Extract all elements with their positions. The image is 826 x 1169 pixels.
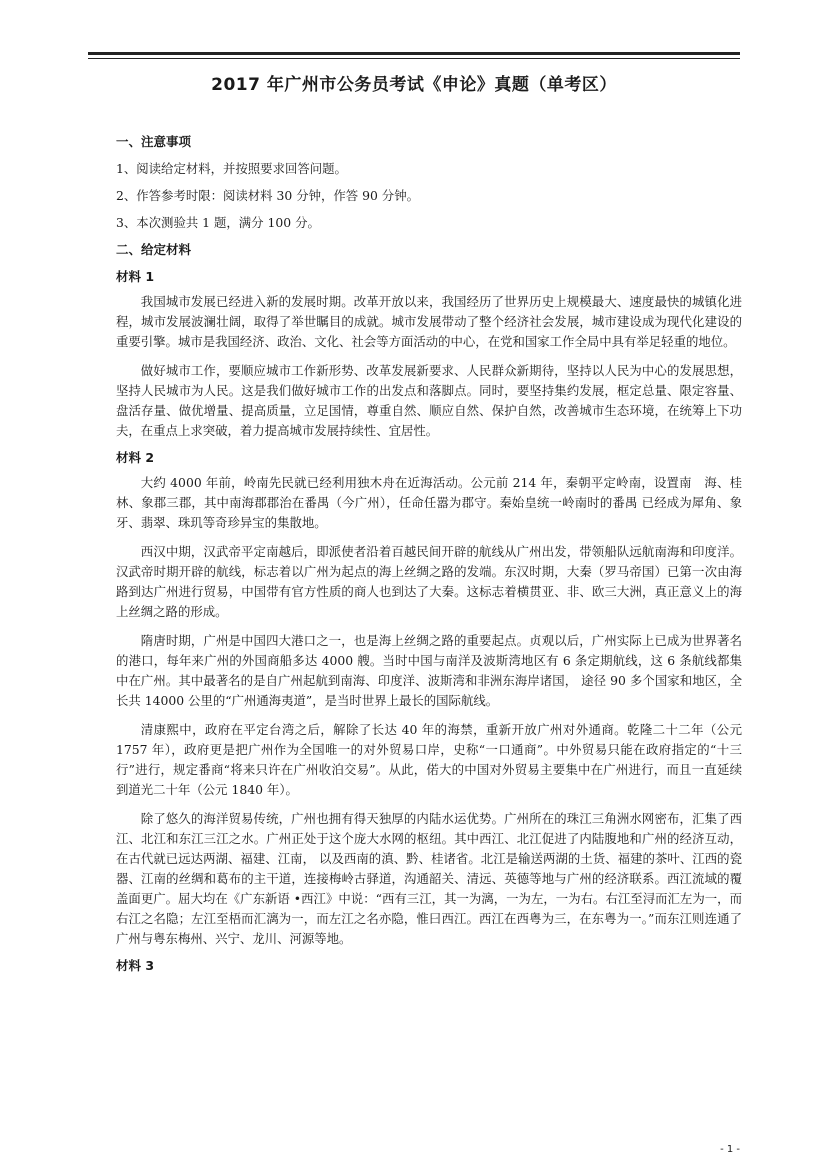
material-1-label: 材料 1 [116, 269, 155, 284]
page-number: - 1 - [720, 1144, 740, 1155]
document-body [116, 134, 742, 981]
paragraph: 我国城市发展已经进入新的发展时期。改革开放以来，我国经历了世界历史上规模最大、速度最快的城镇化进程，城市发展波澜壮阔，取得了举世瞩目的成就。城市发展带动了整个经济社会发展，城市建设成为现代化建设的重要引擎。城市是我国经济、政治、文化、社会等方面活动的中心，在党和国家工作全局中具有举足轻重的地位。 [116, 294, 742, 349]
paragraph: 大约 4000 年前，岭南先民就已经利用独木舟在近海活动。公元前 214 年，秦朝平定岭南，设置南 海、桂林、象郡三郡，其中南海郡郡治在番禺（今广州），任命任嚣为郡守。秦始皇统一岭南时的番禺 已经成为犀角、象牙、翡翠、珠玑等奇珍异宝的集散地。 [116, 475, 742, 530]
header-rule-thin [88, 58, 740, 59]
paragraph: 做好城市工作，要顺应城市工作新形势、改革发展新要求、人民群众新期待，坚持以人民为中心的发展思想，坚持人民城市为人民。这是我们做好城市工作的出发点和落脚点。同时，要坚持集约发展，框定总量、限定容量、盘活存量、做优增量、提高质量，立足国情，尊重自然、顺应自然、保护自然，改善城市生态环境，在统筹上下功夫，在重点上求突破，着力提高城市发展持续性、宜居性。 [116, 363, 742, 438]
header-rule-thick [88, 52, 740, 55]
document-title: 2017 年广州市公务员考试《申论》真题（单考区） [211, 75, 617, 95]
materials-heading: 二、给定材料 [116, 242, 192, 257]
material-3-label: 材料 3 [116, 958, 155, 973]
note-item: 1、阅读给定材料，并按照要求回答问题。 [116, 161, 347, 176]
note-item: 2、作答参考时限：阅读材料 30 分钟，作答 90 分钟。 [116, 188, 419, 203]
paragraph: 清康熙中，政府在平定台湾之后，解除了长达 40 年的海禁，重新开放广州对外通商。乾隆二十二年（公元 1757 年），政府更是把广州作为全国唯一的对外贸易口岸，史称“一口通商”。中外贸易只能在政府指定的“十三行”进行，规定番商“将来只许在广州收泊交易”。从此，偌大的中国对外贸易主要集中在广州进行，而且一直延续到道光二十年（公元 1840 年）。 [116, 722, 742, 797]
paragraph: 除了悠久的海洋贸易传统，广州也拥有得天独厚的内陆水运优势。广州所在的珠江三角洲水网密布，汇集了西江、北江和东江三江之水。广州正处于这个庞大水网的枢纽。其中西江、北江促进了内陆腹地和广州的经济互动，在古代就已远达两湖、福建、江南， 以及西南的滇、黔、桂诸省。北江是输送两湖的土货、福建的茶叶、江西的瓷器、江南的丝绸和葛布的主干道，连接梅岭古驿道，沟通韶关、清远、英德等地与广州的经济联系。西江流域的覆盖面更广。屈大均在《广东新语 •西江》中说：“西有三江，其一为漓，一为左，一为右。右江至浔而汇左为一，而右江之名隐；左江至梧而汇漓为一，而左江之名亦隐，惟曰西江。西江在西粤为三，在东粤为一。”而东江则连通了广州与粤东梅州、兴宁、龙川、河源等地。 [116, 811, 742, 946]
paragraph: 西汉中期，汉武帝平定南越后，即派使者沿着百越民间开辟的航线从广州出发，带领船队远航南海和印度洋。汉武帝时期开辟的航线，标志着以广州为起点的海上丝绸之路的发端。东汉时期，大秦（罗马帝国）已第一次由海路到达广州进行贸易，中国带有官方性质的商人也到达了大秦。这标志着横贯亚、非、欧三大洲，真正意义上的海上丝绸之路的形成。 [116, 544, 742, 619]
paragraph: 隋唐时期，广州是中国四大港口之一，也是海上丝绸之路的重要起点。贞观以后，广州实际上已成为世界著名的港口，每年来广州的外国商船多达 4000 艘。当时中国与南洋及波斯湾地区有 6 条定期航线，这 6 条航线都集中在广州。其中最著名的是自广州起航到南海、印度洋、波斯湾和非洲东海岸诸国， 途径 90 多个国家和地区，全长共 14000 公里的“广州通海夷道”，是当时世界上最长的国际航线。 [116, 633, 742, 708]
notes-heading: 一、注意事项 [116, 134, 192, 149]
material-2-label: 材料 2 [116, 450, 155, 465]
note-item: 3、本次测验共 1 题，满分 100 分。 [116, 215, 320, 230]
